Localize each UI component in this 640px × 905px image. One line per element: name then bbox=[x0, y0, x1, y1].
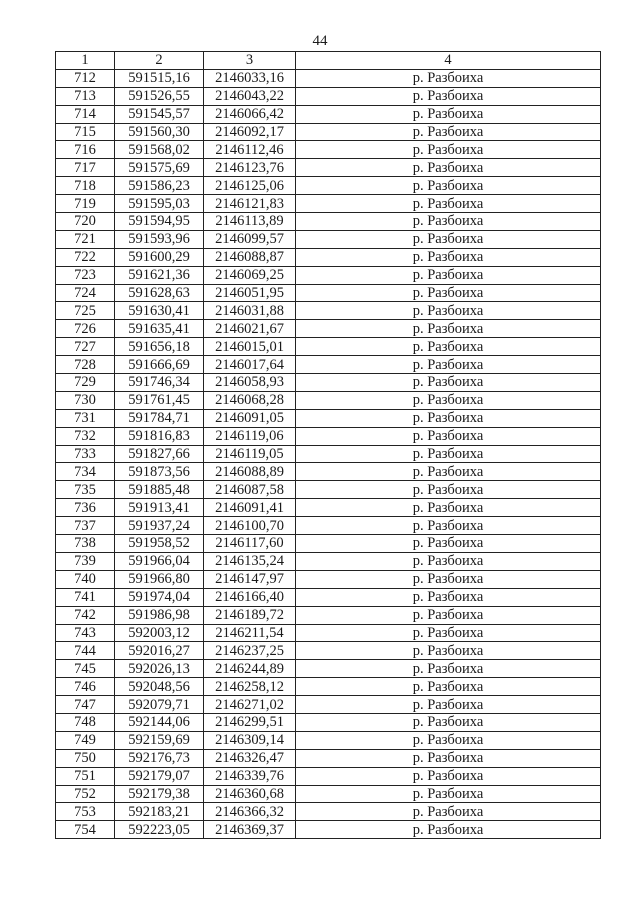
description-cell: р. Разбоиха bbox=[296, 230, 601, 248]
description-cell: р. Разбоиха bbox=[296, 409, 601, 427]
description-cell: р. Разбоиха bbox=[296, 660, 601, 678]
table-row bbox=[56, 159, 601, 177]
x-coordinate-cell: 592159,69 bbox=[115, 731, 204, 749]
x-coordinate-cell: 592223,05 bbox=[115, 821, 204, 839]
y-coordinate-cell: 2146123,76 bbox=[204, 159, 296, 177]
y-coordinate-cell: 2146100,70 bbox=[204, 517, 296, 535]
table-row bbox=[56, 767, 601, 785]
y-coordinate-cell: 2146119,06 bbox=[204, 427, 296, 445]
table-row bbox=[56, 642, 601, 660]
table-row bbox=[56, 177, 601, 195]
header-col-4: 4 bbox=[296, 52, 601, 70]
table-row bbox=[56, 445, 601, 463]
y-coordinate-cell: 2146189,72 bbox=[204, 606, 296, 624]
table-row bbox=[56, 195, 601, 213]
point-number-cell: 750 bbox=[56, 749, 115, 767]
point-number-cell: 723 bbox=[56, 266, 115, 284]
description-cell: р. Разбоиха bbox=[296, 338, 601, 356]
description-cell: р. Разбоиха bbox=[296, 696, 601, 714]
x-coordinate-cell: 591784,71 bbox=[115, 409, 204, 427]
y-coordinate-cell: 2146058,93 bbox=[204, 374, 296, 392]
description-cell: р. Разбоиха bbox=[296, 195, 601, 213]
description-cell: р. Разбоиха bbox=[296, 302, 601, 320]
x-coordinate-cell: 591595,03 bbox=[115, 195, 204, 213]
point-number-cell: 734 bbox=[56, 463, 115, 481]
point-number-cell: 731 bbox=[56, 409, 115, 427]
y-coordinate-cell: 2146326,47 bbox=[204, 749, 296, 767]
table-header-row bbox=[56, 52, 601, 70]
table-row bbox=[56, 821, 601, 839]
x-coordinate-cell: 592144,06 bbox=[115, 713, 204, 731]
description-cell: р. Разбоиха bbox=[296, 248, 601, 266]
table-row bbox=[56, 535, 601, 553]
table-row bbox=[56, 105, 601, 123]
y-coordinate-cell: 2146271,02 bbox=[204, 696, 296, 714]
table-row bbox=[56, 624, 601, 642]
description-cell: р. Разбоиха bbox=[296, 785, 601, 803]
x-coordinate-cell: 591913,41 bbox=[115, 499, 204, 517]
x-coordinate-cell: 591568,02 bbox=[115, 141, 204, 159]
description-cell: р. Разбоиха bbox=[296, 177, 601, 195]
y-coordinate-cell: 2146121,83 bbox=[204, 195, 296, 213]
y-coordinate-cell: 2146091,41 bbox=[204, 499, 296, 517]
y-coordinate-cell: 2146017,64 bbox=[204, 356, 296, 374]
x-coordinate-cell: 592176,73 bbox=[115, 749, 204, 767]
description-cell: р. Разбоиха bbox=[296, 141, 601, 159]
point-number-cell: 712 bbox=[56, 69, 115, 87]
point-number-cell: 729 bbox=[56, 374, 115, 392]
x-coordinate-cell: 592016,27 bbox=[115, 642, 204, 660]
page-number: 44 bbox=[312, 33, 328, 49]
x-coordinate-cell: 591600,29 bbox=[115, 248, 204, 266]
table-row bbox=[56, 785, 601, 803]
x-coordinate-cell: 591746,34 bbox=[115, 374, 204, 392]
y-coordinate-cell: 2146299,51 bbox=[204, 713, 296, 731]
point-number-cell: 740 bbox=[56, 570, 115, 588]
description-cell: р. Разбоиха bbox=[296, 731, 601, 749]
table-row bbox=[56, 517, 601, 535]
description-cell: р. Разбоиха bbox=[296, 445, 601, 463]
x-coordinate-cell: 591816,83 bbox=[115, 427, 204, 445]
description-cell: р. Разбоиха bbox=[296, 570, 601, 588]
header-col-2: 2 bbox=[115, 52, 204, 70]
y-coordinate-cell: 2146117,60 bbox=[204, 535, 296, 553]
description-cell: р. Разбоиха bbox=[296, 588, 601, 606]
y-coordinate-cell: 2146033,16 bbox=[204, 69, 296, 87]
description-cell: р. Разбоиха bbox=[296, 517, 601, 535]
y-coordinate-cell: 2146031,88 bbox=[204, 302, 296, 320]
x-coordinate-cell: 591621,36 bbox=[115, 266, 204, 284]
x-coordinate-cell: 591974,04 bbox=[115, 588, 204, 606]
x-coordinate-cell: 591594,95 bbox=[115, 213, 204, 231]
x-coordinate-cell: 591966,80 bbox=[115, 570, 204, 588]
x-coordinate-cell: 592179,07 bbox=[115, 767, 204, 785]
x-coordinate-cell: 592026,13 bbox=[115, 660, 204, 678]
y-coordinate-cell: 2146087,58 bbox=[204, 481, 296, 499]
table-row bbox=[56, 302, 601, 320]
y-coordinate-cell: 2146125,06 bbox=[204, 177, 296, 195]
y-coordinate-cell: 2146244,89 bbox=[204, 660, 296, 678]
y-coordinate-cell: 2146099,57 bbox=[204, 230, 296, 248]
description-cell: р. Разбоиха bbox=[296, 678, 601, 696]
x-coordinate-cell: 591593,96 bbox=[115, 230, 204, 248]
table-row bbox=[56, 284, 601, 302]
point-number-cell: 739 bbox=[56, 552, 115, 570]
table-row bbox=[56, 356, 601, 374]
description-cell: р. Разбоиха bbox=[296, 606, 601, 624]
point-number-cell: 721 bbox=[56, 230, 115, 248]
table-row bbox=[56, 266, 601, 284]
description-cell: р. Разбоиха bbox=[296, 374, 601, 392]
point-number-cell: 722 bbox=[56, 248, 115, 266]
point-number-cell: 726 bbox=[56, 320, 115, 338]
x-coordinate-cell: 592079,71 bbox=[115, 696, 204, 714]
description-cell: р. Разбоиха bbox=[296, 123, 601, 141]
x-coordinate-cell: 591656,18 bbox=[115, 338, 204, 356]
x-coordinate-cell: 591966,04 bbox=[115, 552, 204, 570]
description-cell: р. Разбоиха bbox=[296, 391, 601, 409]
point-number-cell: 725 bbox=[56, 302, 115, 320]
x-coordinate-cell: 591986,98 bbox=[115, 606, 204, 624]
point-number-cell: 738 bbox=[56, 535, 115, 553]
point-number-cell: 727 bbox=[56, 338, 115, 356]
table-row bbox=[56, 499, 601, 517]
header-col-3: 3 bbox=[204, 52, 296, 70]
table-row bbox=[56, 427, 601, 445]
table-row bbox=[56, 481, 601, 499]
table-row bbox=[56, 87, 601, 105]
point-number-cell: 717 bbox=[56, 159, 115, 177]
y-coordinate-cell: 2146166,40 bbox=[204, 588, 296, 606]
table-row bbox=[56, 731, 601, 749]
y-coordinate-cell: 2146092,17 bbox=[204, 123, 296, 141]
point-number-cell: 715 bbox=[56, 123, 115, 141]
y-coordinate-cell: 2146068,28 bbox=[204, 391, 296, 409]
y-coordinate-cell: 2146369,37 bbox=[204, 821, 296, 839]
y-coordinate-cell: 2146258,12 bbox=[204, 678, 296, 696]
x-coordinate-cell: 591827,66 bbox=[115, 445, 204, 463]
y-coordinate-cell: 2146135,24 bbox=[204, 552, 296, 570]
point-number-cell: 748 bbox=[56, 713, 115, 731]
y-coordinate-cell: 2146119,05 bbox=[204, 445, 296, 463]
x-coordinate-cell: 592179,38 bbox=[115, 785, 204, 803]
point-number-cell: 737 bbox=[56, 517, 115, 535]
description-cell: р. Разбоиха bbox=[296, 713, 601, 731]
point-number-cell: 752 bbox=[56, 785, 115, 803]
point-number-cell: 754 bbox=[56, 821, 115, 839]
description-cell: р. Разбоиха bbox=[296, 463, 601, 481]
point-number-cell: 746 bbox=[56, 678, 115, 696]
y-coordinate-cell: 2146309,14 bbox=[204, 731, 296, 749]
y-coordinate-cell: 2146069,25 bbox=[204, 266, 296, 284]
description-cell: р. Разбоиха bbox=[296, 803, 601, 821]
table-row bbox=[56, 338, 601, 356]
y-coordinate-cell: 2146366,32 bbox=[204, 803, 296, 821]
point-number-cell: 753 bbox=[56, 803, 115, 821]
point-number-cell: 733 bbox=[56, 445, 115, 463]
description-cell: р. Разбоиха bbox=[296, 69, 601, 87]
description-cell: р. Разбоиха bbox=[296, 213, 601, 231]
point-number-cell: 714 bbox=[56, 105, 115, 123]
x-coordinate-cell: 591761,45 bbox=[115, 391, 204, 409]
description-cell: р. Разбоиха bbox=[296, 821, 601, 839]
table-body bbox=[56, 69, 601, 838]
y-coordinate-cell: 2146051,95 bbox=[204, 284, 296, 302]
x-coordinate-cell: 591560,30 bbox=[115, 123, 204, 141]
description-cell: р. Разбоиха bbox=[296, 284, 601, 302]
y-coordinate-cell: 2146021,67 bbox=[204, 320, 296, 338]
y-coordinate-cell: 2146088,89 bbox=[204, 463, 296, 481]
x-coordinate-cell: 591635,41 bbox=[115, 320, 204, 338]
table-row bbox=[56, 803, 601, 821]
table-row bbox=[56, 69, 601, 87]
description-cell: р. Разбоиха bbox=[296, 552, 601, 570]
table-row bbox=[56, 678, 601, 696]
table-row bbox=[56, 141, 601, 159]
table-row bbox=[56, 588, 601, 606]
y-coordinate-cell: 2146113,89 bbox=[204, 213, 296, 231]
point-number-cell: 724 bbox=[56, 284, 115, 302]
description-cell: р. Разбоиха bbox=[296, 105, 601, 123]
description-cell: р. Разбоиха bbox=[296, 481, 601, 499]
point-number-cell: 749 bbox=[56, 731, 115, 749]
description-cell: р. Разбоиха bbox=[296, 320, 601, 338]
x-coordinate-cell: 592183,21 bbox=[115, 803, 204, 821]
point-number-cell: 716 bbox=[56, 141, 115, 159]
x-coordinate-cell: 591628,63 bbox=[115, 284, 204, 302]
table-row bbox=[56, 409, 601, 427]
table-row bbox=[56, 696, 601, 714]
description-cell: р. Разбоиха bbox=[296, 266, 601, 284]
table-row bbox=[56, 606, 601, 624]
x-coordinate-cell: 591545,57 bbox=[115, 105, 204, 123]
y-coordinate-cell: 2146360,68 bbox=[204, 785, 296, 803]
x-coordinate-cell: 591958,52 bbox=[115, 535, 204, 553]
table-row bbox=[56, 374, 601, 392]
description-cell: р. Разбоиха bbox=[296, 535, 601, 553]
x-coordinate-cell: 591515,16 bbox=[115, 69, 204, 87]
coordinates-table bbox=[55, 51, 601, 839]
point-number-cell: 736 bbox=[56, 499, 115, 517]
y-coordinate-cell: 2146339,76 bbox=[204, 767, 296, 785]
y-coordinate-cell: 2146015,01 bbox=[204, 338, 296, 356]
table-row bbox=[56, 230, 601, 248]
table-row bbox=[56, 570, 601, 588]
table-row bbox=[56, 749, 601, 767]
point-number-cell: 745 bbox=[56, 660, 115, 678]
table-row bbox=[56, 713, 601, 731]
y-coordinate-cell: 2146066,42 bbox=[204, 105, 296, 123]
table-row bbox=[56, 320, 601, 338]
description-cell: р. Разбоиха bbox=[296, 87, 601, 105]
y-coordinate-cell: 2146147,97 bbox=[204, 570, 296, 588]
point-number-cell: 751 bbox=[56, 767, 115, 785]
x-coordinate-cell: 591526,55 bbox=[115, 87, 204, 105]
x-coordinate-cell: 591885,48 bbox=[115, 481, 204, 499]
y-coordinate-cell: 2146043,22 bbox=[204, 87, 296, 105]
x-coordinate-cell: 591873,56 bbox=[115, 463, 204, 481]
table-row bbox=[56, 123, 601, 141]
description-cell: р. Разбоиха bbox=[296, 624, 601, 642]
description-cell: р. Разбоиха bbox=[296, 767, 601, 785]
description-cell: р. Разбоиха bbox=[296, 356, 601, 374]
y-coordinate-cell: 2146091,05 bbox=[204, 409, 296, 427]
header-col-1: 1 bbox=[56, 52, 115, 70]
x-coordinate-cell: 591630,41 bbox=[115, 302, 204, 320]
table-row bbox=[56, 552, 601, 570]
y-coordinate-cell: 2146237,25 bbox=[204, 642, 296, 660]
table-row bbox=[56, 660, 601, 678]
description-cell: р. Разбоиха bbox=[296, 749, 601, 767]
description-cell: р. Разбоиха bbox=[296, 159, 601, 177]
description-cell: р. Разбоиха bbox=[296, 499, 601, 517]
x-coordinate-cell: 592003,12 bbox=[115, 624, 204, 642]
point-number-cell: 735 bbox=[56, 481, 115, 499]
point-number-cell: 728 bbox=[56, 356, 115, 374]
x-coordinate-cell: 592048,56 bbox=[115, 678, 204, 696]
point-number-cell: 720 bbox=[56, 213, 115, 231]
x-coordinate-cell: 591937,24 bbox=[115, 517, 204, 535]
point-number-cell: 744 bbox=[56, 642, 115, 660]
description-cell: р. Разбоиха bbox=[296, 642, 601, 660]
point-number-cell: 719 bbox=[56, 195, 115, 213]
table-row bbox=[56, 463, 601, 481]
point-number-cell: 713 bbox=[56, 87, 115, 105]
y-coordinate-cell: 2146112,46 bbox=[204, 141, 296, 159]
point-number-cell: 730 bbox=[56, 391, 115, 409]
table-row bbox=[56, 213, 601, 231]
point-number-cell: 747 bbox=[56, 696, 115, 714]
x-coordinate-cell: 591666,69 bbox=[115, 356, 204, 374]
y-coordinate-cell: 2146088,87 bbox=[204, 248, 296, 266]
table-row bbox=[56, 391, 601, 409]
point-number-cell: 718 bbox=[56, 177, 115, 195]
point-number-cell: 741 bbox=[56, 588, 115, 606]
y-coordinate-cell: 2146211,54 bbox=[204, 624, 296, 642]
point-number-cell: 742 bbox=[56, 606, 115, 624]
x-coordinate-cell: 591575,69 bbox=[115, 159, 204, 177]
description-cell: р. Разбоиха bbox=[296, 427, 601, 445]
x-coordinate-cell: 591586,23 bbox=[115, 177, 204, 195]
point-number-cell: 743 bbox=[56, 624, 115, 642]
point-number-cell: 732 bbox=[56, 427, 115, 445]
table-row bbox=[56, 248, 601, 266]
